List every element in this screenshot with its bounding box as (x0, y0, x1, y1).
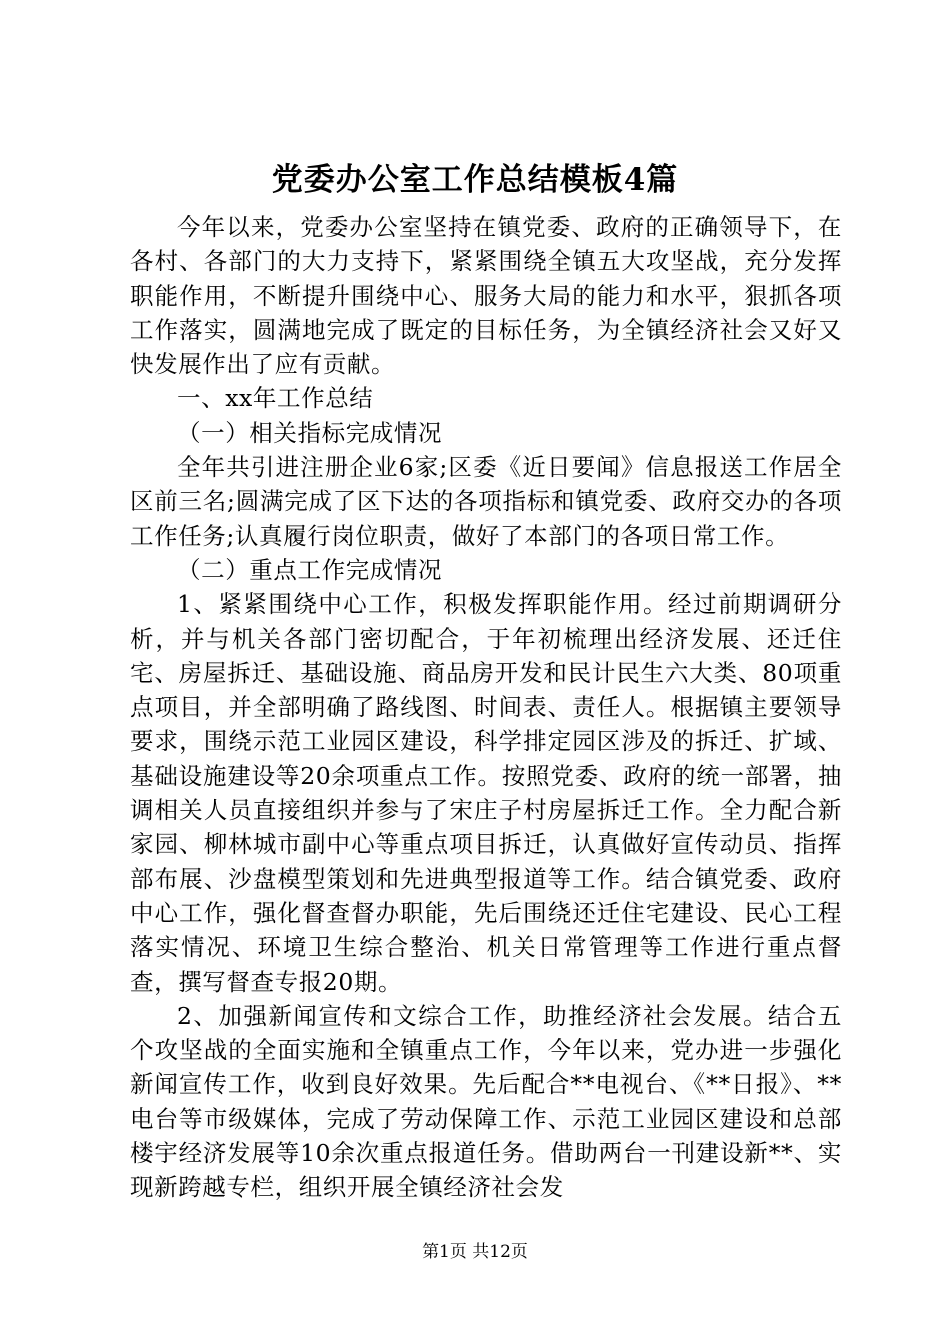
body-paragraph: 2、加强新闻宣传和文综合工作，助推经济社会发展。结合五个攻坚战的全面实施和全镇重点工作，今年以来，党办进一步强化新闻宣传工作，收到良好效果。先后配合**电视台、《**日报》、**电台等市级媒体，完成了劳动保障工作、示范工业园区建设和总部楼宇经济发展等10余次重点报道任务。借助两台一刊建设新**、实现新跨越专栏，组织开展全镇经济社会发 (130, 1001, 842, 1202)
body-paragraph: 1、紧紧围绕中心工作，积极发挥职能作用。经过前期调研分析，并与机关各部门密切配合，于年初梳理出经济发展、还迁住宅、房屋拆迁、基础设施、商品房开发和民计民生六大类、80项重点项目，并全部明确了路线图、时间表、责任人。根据镇主要领导要求，围绕示范工业园区建设，科学排定园区涉及的拆迁、扩域、基础设施建设等20余项重点工作。按照党委、政府的统一部署，抽调相关人员直接组织并参与了宋庄子村房屋拆迁工作。全力配合新家园、柳林城市副中心等重点项目拆迁，认真做好宣传动员、指挥部布展、沙盘模型策划和先进典型报道等工作。结合镇党委、政府中心工作，强化督查督办职能，先后围绕还迁住宅建设、民心工程落实情况、环境卫生综合整治、机关日常管理等工作进行重点督查，撰写督查专报20期。 (130, 590, 842, 996)
page-footer: 第1页 共12页 (422, 1242, 528, 1262)
section-heading: 一、xx年工作总结 (177, 384, 374, 413)
body-paragraph: 全年共引进注册企业6家;区委《近日要闻》信息报送工作居全区前三名;圆满完成了区下达的各项指标和镇党委、政府交办的各项工作任务;认真履行岗位职责，做好了本部门的各项日常工作。 (130, 453, 842, 550)
subsection-heading: （二）重点工作完成情况 (177, 555, 443, 584)
subsection-heading: （一）相关指标完成情况 (177, 418, 443, 447)
intro-paragraph: 今年以来，党委办公室坚持在镇党委、政府的正确领导下，在各村、各部门的大力支持下，紧紧围绕全镇五大攻坚战，充分发挥职能作用，不断提升围绕中心、服务大局的能力和水平，狠抓各项工作落实，圆满地完成了既定的目标任务，为全镇经济社会又好又快发展作出了应有贡献。 (130, 213, 842, 379)
document-body (130, 210, 842, 1205)
page-title: 党委办公室工作总结模板4篇 (271, 162, 679, 198)
